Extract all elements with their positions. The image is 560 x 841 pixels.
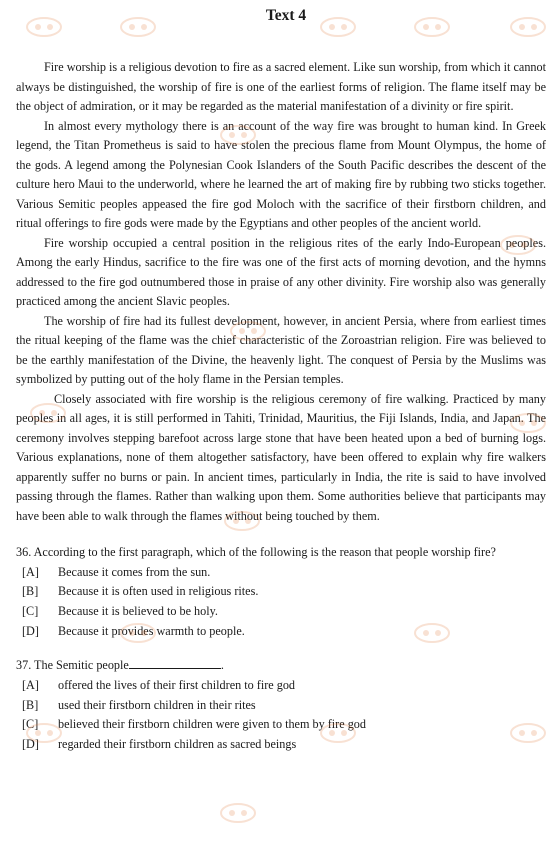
answer-option-a[interactable] bbox=[16, 563, 546, 583]
option-text: used their firstborn children in their rites bbox=[58, 697, 256, 712]
option-text: offered the lives of their first children to fire god bbox=[58, 677, 296, 692]
question-stem bbox=[16, 656, 546, 676]
option-letter: [D] bbox=[22, 623, 39, 638]
answer-option-c[interactable] bbox=[16, 602, 546, 622]
answer-option-b[interactable] bbox=[16, 696, 546, 716]
option-text: Because it provides warmth to people. bbox=[58, 623, 245, 638]
option-letter: [B] bbox=[22, 584, 39, 599]
question-list bbox=[16, 543, 546, 755]
passage-paragraph: Closely associated with fire worship is the religious ceremony of fire walking. Practiced by many peoples in all ages, it is still performed in Tahiti, Trinidad, Mauritius, the Fiji Islands, India, and Japan. The ceremony involves stepping barefoot across large stone that have been heated upon a bed of burning logs. Various explanations, none of them altogether satisfactory, have been offered to explain why fire walkers apparently suffer no burns or pain. In ancient times, particularly in India, the rite is said to have involved passing through the flames. Rather than walking upon them. Some authorities believe that participants may have been able to walk through the flames without being touched by them. bbox=[16, 391, 546, 523]
answer-options bbox=[16, 563, 546, 642]
watermark-stamp bbox=[218, 800, 258, 826]
passage-title: Text 4 bbox=[265, 7, 307, 24]
option-text: regarded their firstborn children as sacred beings bbox=[58, 736, 297, 751]
option-text: Because it is believed to be holy. bbox=[58, 603, 218, 618]
question-stem-suffix: . bbox=[220, 658, 224, 673]
option-letter: [D] bbox=[22, 736, 39, 751]
passage-paragraph: Fire worship is a religious devotion to fire as a sacred element. Like sun worship, from which it cannot always be distinguished, the worship of fire is one of the earliest forms of religion. The flame itself may be the object of admiration, or it may be regarded as the material manifestation of a divinity or fire spirit. bbox=[16, 60, 546, 113]
passage-paragraph: The worship of fire had its fullest development, however, in ancient Persia, where from earliest times the ritual keeping of the flame was the chief characteristic of the Zoroastrian religion. Fire was believed to be the earthly manifestation of the Divine, the heavenly light. The conquest of Persia by the Muslims was symbolized by putting out of the holy flame in the Persian temples. bbox=[16, 313, 546, 386]
answer-option-d[interactable] bbox=[16, 735, 546, 755]
question-36 bbox=[16, 543, 546, 641]
option-text: Because it is often used in religious rites. bbox=[58, 584, 259, 599]
passage-paragraph: Fire worship occupied a central position in the religious rites of the early Indo-European peoples. Among the early Hindus, sacrifice to the fire was one of the first acts of morning devotion, and the hymns addressed to the fire god outnumbered those in praise of any other divinity. Fire worship also was generally practiced among the ancient Slavic peoples. bbox=[16, 235, 546, 308]
answer-option-b[interactable] bbox=[16, 582, 546, 602]
reading-passage bbox=[16, 58, 546, 526]
question-stem bbox=[16, 543, 546, 563]
passage-paragraph: In almost every mythology there is an account of the way fire was brought to human kind. In Greek legend, the Titan Prometheus is said to have stolen the precious flame from Mount Olympus, the home of the gods. A legend among the Polynesian Cook Islanders of the South Pacific describes the descent of the culture hero Maui to the underworld, where he learned the art of making fire by rubbing two sticks together. Various Semitic peoples appeased the fire god Moloch with the sacrifice of their firstborn children, and ritual offerings to fire gods were made by the Egyptians and other peoples of the ancient world. bbox=[16, 118, 546, 230]
answer-option-a[interactable] bbox=[16, 676, 546, 696]
option-letter: [B] bbox=[22, 697, 39, 712]
answer-option-c[interactable] bbox=[16, 715, 546, 735]
question-stem-text: 36. According to the first paragraph, which of the following is the reason that people worship fire? bbox=[16, 545, 496, 559]
answer-blank bbox=[129, 656, 221, 669]
answer-option-d[interactable] bbox=[16, 622, 546, 642]
option-letter: [A] bbox=[22, 564, 39, 579]
option-text: believed their firstborn children were given to them by fire god bbox=[58, 717, 366, 732]
question-stem-text: 37. The Semitic people bbox=[16, 658, 129, 673]
answer-options bbox=[16, 676, 546, 755]
option-letter: [C] bbox=[22, 603, 39, 618]
option-letter: [A] bbox=[22, 677, 39, 692]
option-text: Because it comes from the sun. bbox=[58, 564, 211, 579]
option-letter: [C] bbox=[22, 717, 39, 732]
question-37 bbox=[16, 656, 546, 754]
